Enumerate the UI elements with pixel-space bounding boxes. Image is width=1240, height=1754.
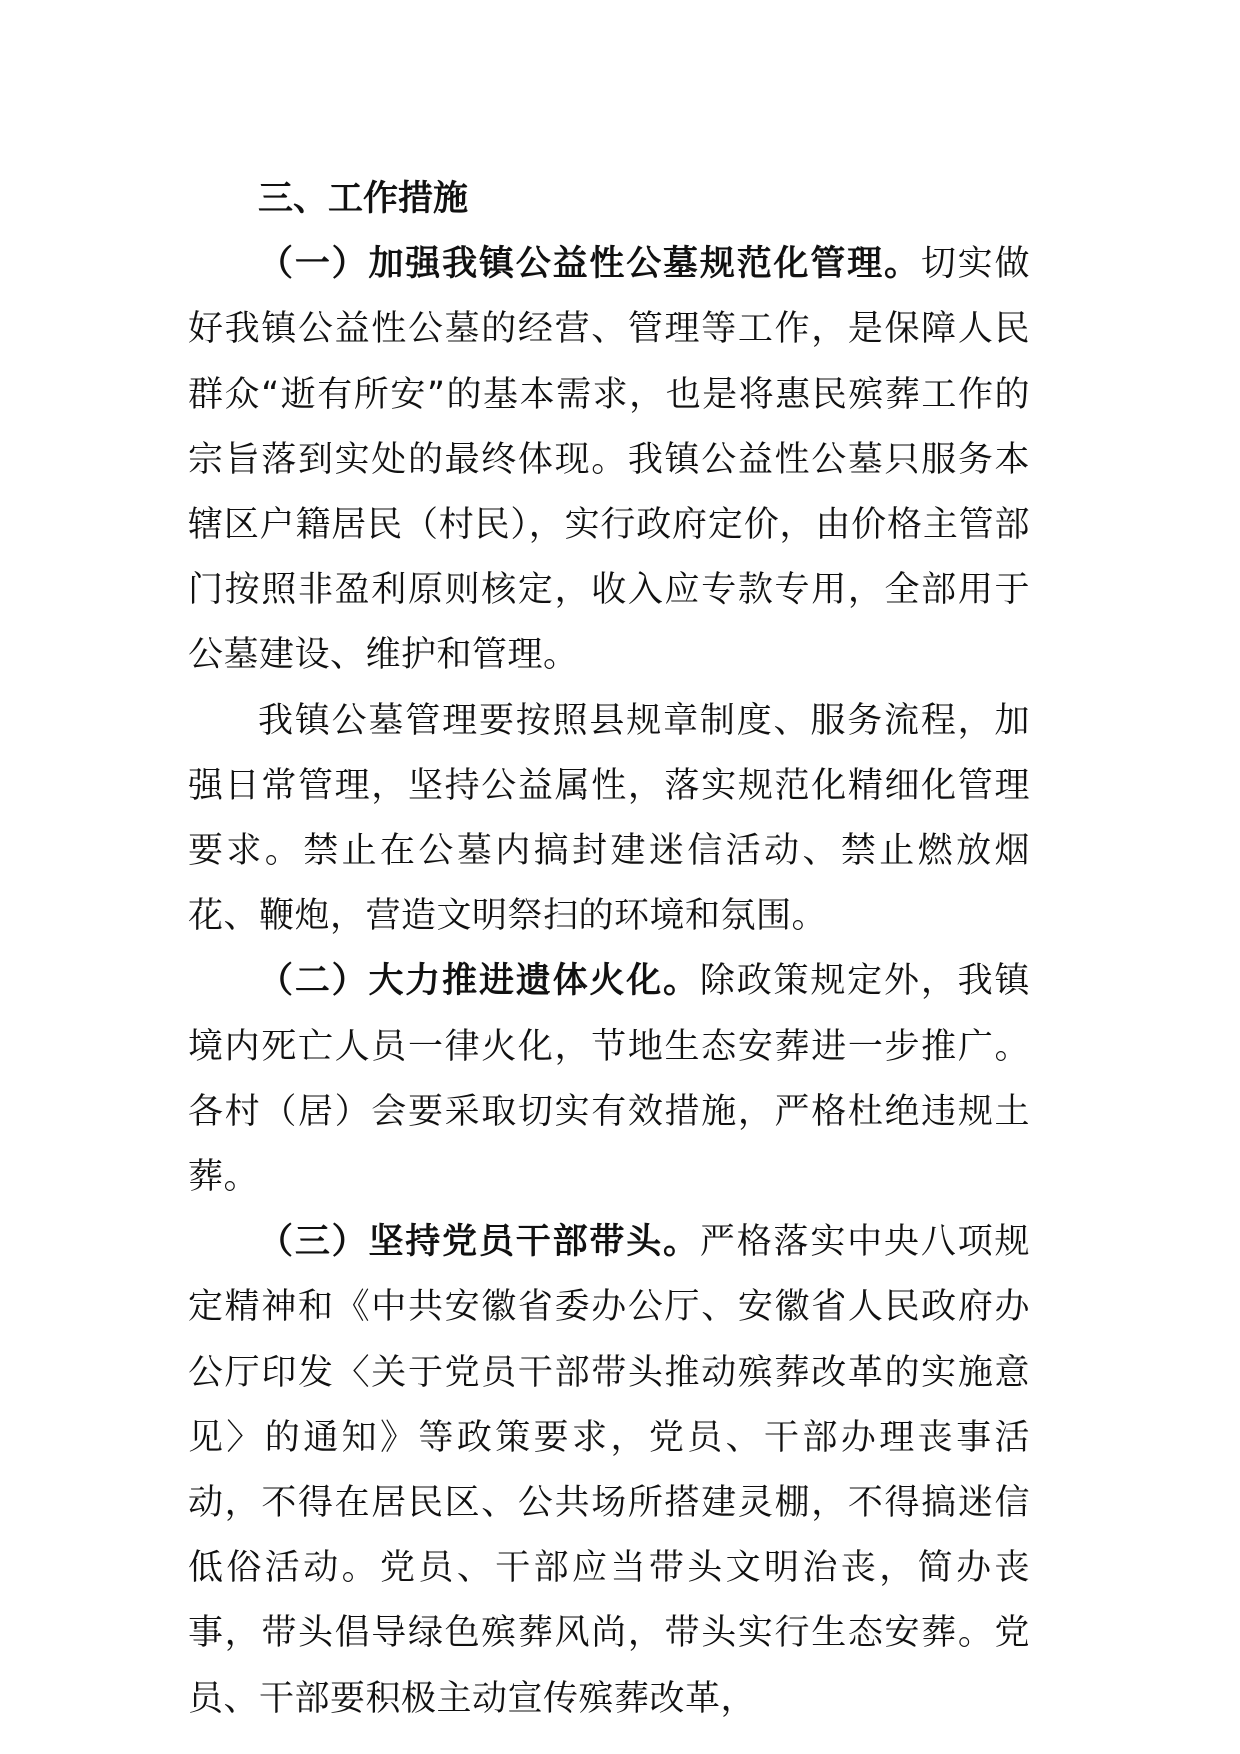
paragraph-text: 我镇公墓管理要按照县规章制度、服务流程，加强日常管理，坚持公益属性，落实规范化精细化管理要求。禁止在公墓内搞封建迷信活动、禁止燃放烟花、鞭炮，营造文明祭扫的环境和氛围。	[188, 700, 1030, 937]
document-body	[188, 167, 1030, 1732]
paragraph-lead: （一）加强我镇公益性公墓规范化管理。	[258, 244, 921, 285]
paragraph-text: 切实做好我镇公益性公墓的经营、管理等工作，是保障人民群众“逝有所安”的基本需求，也是将惠民殡葬工作的宗旨落到实处的最终体现。我镇公益性公墓只服务本辖区户籍居民（村民），实行政府定价，由价格主管部门按照非盈利原则核定，收入应专款专用，全部用于公墓建设、维护和管理。	[188, 244, 1030, 676]
paragraph-party-cadres	[188, 1210, 1030, 1732]
section-heading: 三、工作措施	[258, 179, 469, 219]
paragraph-cemetery-management	[188, 232, 1030, 688]
paragraph-cemetery-rules	[188, 689, 1030, 950]
paragraph-text: 除政策规定外，我镇境内死亡人员一律火化，节地生态安葬进一步推广。各村（居）会要采取切实有效措施，严格杜绝违规土葬。	[188, 961, 1030, 1198]
paragraph-cremation	[188, 949, 1030, 1210]
paragraph-lead: （二）大力推进遗体火化。	[258, 961, 700, 1002]
paragraph-lead: （三）坚持党员干部带头。	[258, 1222, 700, 1263]
paragraph-text: 严格落实中央八项规定精神和《中共安徽省委办公厅、安徽省人民政府办公厅印发〈关于党员干部带头推动殡葬改革的实施意见〉的通知》等政策要求，党员、干部办理丧事活动，不得在居民区、公共场所搭建灵棚，不得搞迷信低俗活动。党员、干部应当带头文明治丧，简办丧事，带头倡导绿色殡葬风尚，带头实行生态安葬。党员、干部要积极主动宣传殡葬改革，	[188, 1222, 1030, 1719]
